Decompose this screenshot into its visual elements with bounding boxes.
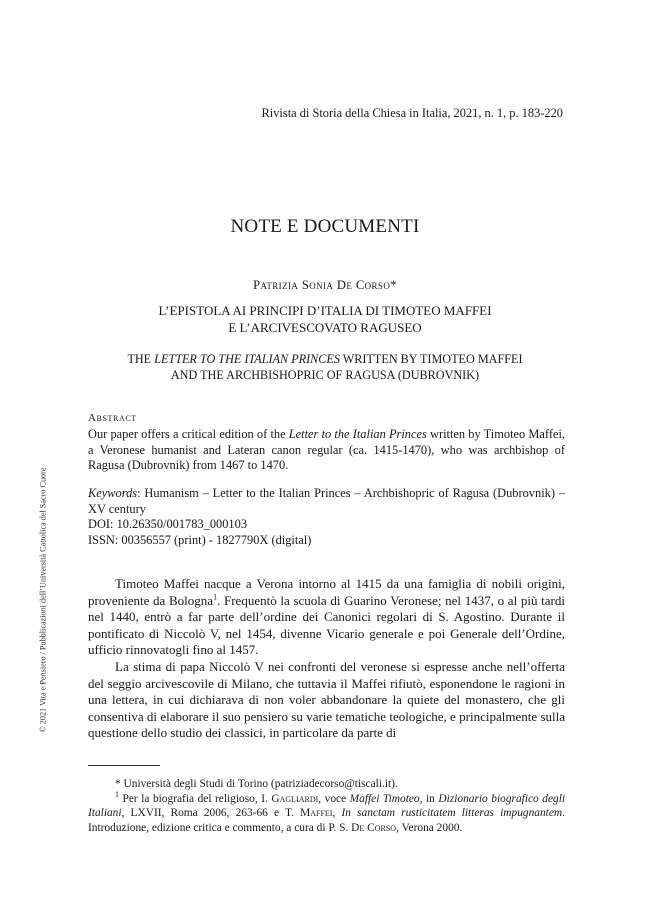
issn: ISSN: 00356557 (print) - 1827790X (digital) — [88, 532, 312, 547]
abstract-text-end: written by Timoteo Maffei, a Veronese humanist and Lateran canon regular (ca. 1415-1470), who was archbishop of Ragusa (Dubrovnik) from 1467 to 1470. — [88, 427, 565, 473]
keywords-label: Keywords — [88, 486, 138, 500]
article-metadata — [88, 486, 565, 548]
paragraph-1 — [88, 576, 565, 659]
footnote-1 — [88, 789, 566, 836]
article-title-italian — [90, 303, 560, 336]
fn1-text-f: . Introduzione, edizione critica e commento, a cura di P. S. — [88, 807, 565, 834]
title-it-line2: E L’ARCIVESCOVATO RAGUSEO — [228, 319, 422, 335]
fn1-italic-2: Dizionario biografico degli Italiani — [88, 792, 566, 820]
doi: DOI: 10.26350/001783_000103 — [88, 517, 248, 532]
article-title-english — [90, 352, 560, 383]
footnotes — [88, 777, 565, 835]
abstract-text-italic: Letter to the Italian Princes — [288, 427, 427, 441]
fn1-text-g: , Verona 2000. — [396, 821, 463, 834]
section-title: NOTE E DOCUMENTI — [230, 216, 420, 237]
keywords-text: : Humanism – Letter to the Italian Princes – Archbishopric of Ragusa (Dubrovnik) – XV century — [88, 486, 565, 516]
fn1-author-1: Gagliardi — [271, 792, 319, 805]
footnote-ref-1[interactable]: 1 — [213, 592, 218, 602]
fn1-text-b: , voce — [318, 792, 350, 805]
running-header: Rivista di Storia della Chiesa in Italia, 2021, n. 1, p. 183-220 — [261, 106, 563, 120]
footnote-affiliation: * Università degli Studi di Torino (patriziadecorso@tiscali.it). — [115, 778, 398, 790]
fn1-text-a: Per la biografia del religioso, I. — [119, 792, 272, 805]
copyright-text: © 2021 Vita e Pensiero / Pubblicazioni dell’Università Cattolica del Sacro Cuore — [38, 467, 48, 733]
fn1-text-e: , — [332, 807, 342, 820]
fn1-author-3: De Corso — [351, 821, 397, 834]
fn1-author-2: Maffei — [300, 807, 333, 820]
body-text — [88, 576, 565, 742]
title-en-prefix: THE — [127, 352, 155, 366]
title-en-italic: LETTER TO THE ITALIAN PRINCES — [154, 352, 340, 366]
keywords — [88, 486, 565, 517]
title-en-line2: AND THE ARCHBISHOPRIC OF RAGUSA (DUBROVNIK) — [170, 367, 480, 382]
footnote-1-mark: 1 — [115, 789, 119, 799]
footnote-divider — [88, 765, 160, 766]
paragraph-1-end: . Frequentò la scuola di Guarino Veronese; nel 1437, o al più tardi nel 1440, entrò a far parte dell’ordine dei Canonici regolari di S. Agostino. Durante il pontificato di Niccolò V, nel 1454, divenne Vicario generale e poi Generale dell’Ordine, ufficio rinnovatogli fino al 1457. — [88, 592, 565, 658]
fn1-text-c: , in — [419, 792, 439, 805]
article-author: Patrizia Sonia De Corso* — [253, 278, 397, 292]
paragraph-1-start: Timoteo Maffei nacque a Verona intorno al 1415 da una famiglia di nobili origini, proveniente da Bologna — [88, 576, 565, 608]
abstract-text — [88, 427, 565, 474]
fn1-text-d: , LXVII, Roma 2006, 263-66 e T. — [121, 807, 301, 820]
abstract-label: Abstract — [88, 412, 137, 424]
fn1-italic-1: Maffei Timoteo — [349, 792, 420, 805]
fn1-italic-3: In sanctam rusticitatem litteras impugnantem — [341, 807, 563, 820]
abstract-text-start: Our paper offers a critical edition of the — [88, 427, 289, 441]
paragraph-2: La stima di papa Niccolò V nei confronti del veronese si espresse anche nell’offerta del seggio arcivescovile di Milano, che tuttavia il Maffei rifiutò, esponendone le ragioni in una lettera, in cui dichiarava di non voler abbandonare la quiete del monastero, che gli consentiva di elaborare il suo pensiero su varie tematiche teologiche, e principalmente sulla questione dello studio dei classici, in particolare da parte di — [88, 658, 565, 741]
title-en-suffix: WRITTEN BY TIMOTEO MAFFEI — [339, 352, 523, 366]
title-it-line1: L’EPISTOLA AI PRINCIPI D’ITALIA DI TIMOTEO MAFFEI — [158, 303, 492, 318]
title-en-line1 — [90, 352, 560, 368]
